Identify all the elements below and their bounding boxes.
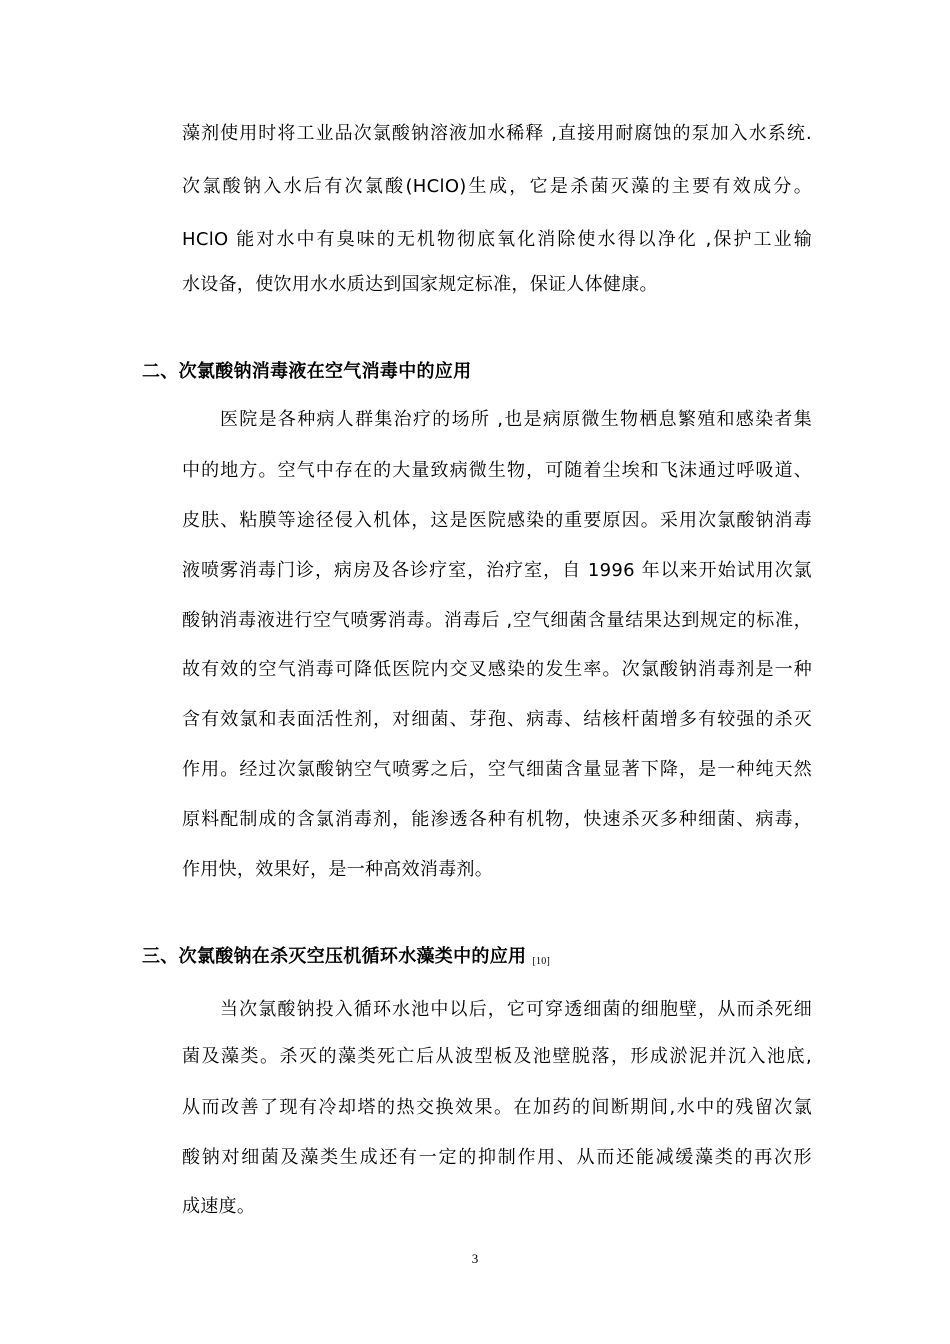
paragraph-line: 作用。经过次氯酸钠空气喷雾之后，空气细菌含量显著下降，是一种纯天然 <box>182 759 812 780</box>
paragraph-line: 从而改善了现有冷却塔的热交换效果。在加药的间断期间,水中的残留次氯 <box>182 1097 812 1118</box>
section-heading-text: 三、次氯酸钠在杀灭空压机循环水藻类中的应用 <box>142 946 527 967</box>
paragraph-line: 菌及藻类。杀灭的藻类死亡后从波型板及池壁脱落，形成淤泥并沉入池底, <box>182 1046 812 1067</box>
paragraph-line: HClO 能对水中有臭味的无机物彻底氧化消除使水得以净化 ,保护工业输 <box>182 229 812 250</box>
paragraph-line: 酸钠消毒液进行空气喷雾消毒。消毒后 ,空气细菌含量结果达到规定的标准， <box>182 610 812 631</box>
paragraph-line: 皮肤、粘膜等途径侵入机体，这是医院感染的重要原因。采用次氯酸钠消毒 <box>182 510 812 531</box>
paragraph-line: 中的地方。空气中存在的大量致病微生物，可随着尘埃和飞沫通过呼吸道、 <box>182 460 812 481</box>
paragraph-line: 原料配制成的含氯消毒剂，能渗透各种有机物，快速杀灭多种细菌、病毒， <box>182 809 812 830</box>
paragraph-line: 次氯酸钠入水后有次氯酸(HClO)生成，它是杀菌灭藻的主要有效成分。 <box>182 176 812 197</box>
paragraph-line: 作用快，效果好，是一种高效消毒剂。 <box>182 859 494 880</box>
paragraph-line: 医院是各种病人群集治疗的场所 ,也是病原微生物栖息繁殖和感染者集 <box>220 409 812 430</box>
paragraph-line: 故有效的空气消毒可降低医院内交叉感染的发生率。次氯酸钠消毒剂是一种 <box>182 659 812 680</box>
section-heading: 二、次氯酸钠消毒液在空气消毒中的应用 <box>142 361 472 382</box>
paragraph-line: 含有效氯和表面活性剂，对细菌、芽孢、病毒、结核杆菌增多有较强的杀灭 <box>182 709 812 730</box>
section-heading <box>142 944 550 975</box>
paragraph-line: 酸钠对细菌及藻类生成还有一定的抑制作用、从而还能减缓藻类的再次形 <box>182 1147 812 1168</box>
citation-reference: [10] <box>532 956 551 967</box>
paragraph-line: 当次氯酸钠投入循环水池中以后，它可穿透细菌的细胞壁，从而杀死细 <box>220 999 812 1020</box>
paragraph-line: 水设备，使饮用水水质达到国家规定标准，保证人体健康。 <box>182 274 658 295</box>
paragraph-line: 成速度。 <box>182 1196 256 1217</box>
paragraph-line: 藻剂使用时将工业品次氯酸钠溶液加水稀释 ,直接用耐腐蚀的泵加入水系统. <box>182 123 812 144</box>
page-number: 3 <box>471 1251 479 1266</box>
paragraph-line: 液喷雾消毒门诊，病房及各诊疗室，治疗室，自 1996 年以来开始试用次氯 <box>182 560 812 581</box>
